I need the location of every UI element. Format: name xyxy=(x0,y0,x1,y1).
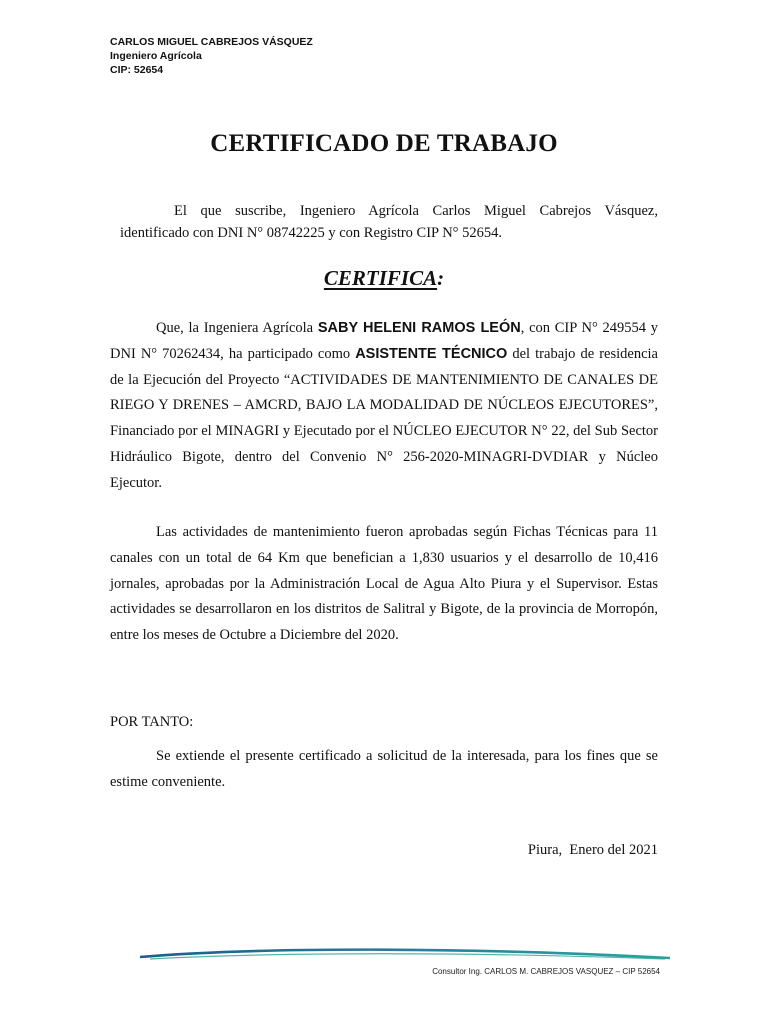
employee-role: ASISTENTE TÉCNICO xyxy=(355,345,508,362)
document-title: CERTIFICADO DE TRABAJO xyxy=(210,130,558,157)
certifica-word: CERTIFICA xyxy=(323,266,438,290)
paragraph-1-prefix: Que, la Ingeniera Agrícola xyxy=(156,320,318,336)
intro-paragraph xyxy=(110,200,658,244)
intro-line-1: El que suscribe, Ingeniero Agrícola Carlos Miguel Cabrejos Vásquez, xyxy=(174,203,658,219)
letterhead-name: CARLOS MIGUEL CABREJOS VÁSQUEZ xyxy=(110,36,313,48)
letterhead-profession: Ingeniero Agrícola xyxy=(110,50,202,62)
certifica-heading xyxy=(0,266,768,291)
paragraph-1 xyxy=(110,316,658,497)
paragraph-2: Las actividades de mantenimiento fueron aprobadas según Fichas Técnicas para 11 canales con un total de 64 Km que benefician a 1,830 usuarios y el desarrollo de 10,416 jornales, aprobadas por la Administración Local de Agua Alto Piura y el Supervisor. Estas actividades se desarrollaron en los distritos de Salitral y Bigote, de la provincia de Morropón, entre los meses de Octubre a Diciembre del 2020. xyxy=(110,524,658,644)
certifica-colon: : xyxy=(437,266,445,290)
paragraph-1-suffix: del trabajo de residencia de la Ejecución del Proyecto “ACTIVIDADES DE MANTENIMIENTO DE CANALES DE RIEGO Y DRENES – AMCRD, BAJO LA MODALIDAD DE NÚCLEOS EJECUTORES”, Financiado por el MINAGRI y Ejecutado por el NÚCLEO EJECUTOR N° 22, del Sub Sector Hidráulico Bigote, dentro del Convenio N° 256-2020-MINAGRI-DVDIAR y Núcleo Ejecutor. xyxy=(110,345,658,491)
por-tanto-label: POR TANTO: xyxy=(110,714,194,730)
employee-name: SABY HELENI RAMOS LEÓN xyxy=(317,320,521,336)
letterhead xyxy=(110,35,313,77)
footer-consultant: Consultor Ing. CARLOS M. CABREJOS VASQUEZ – CIP 52654 xyxy=(432,967,660,976)
paragraph-3: Se extiende el presente certificado a solicitud de la interesada, para los fines que se estime conveniente. xyxy=(110,748,658,790)
intro-line-2: identificado con DNI N° 08742225 y con Registro CIP N° 52654. xyxy=(120,225,502,241)
date-line: Piura, Enero del 2021 xyxy=(527,842,658,858)
footer-wave-line xyxy=(140,944,670,966)
letterhead-cip: CIP: 52654 xyxy=(110,64,164,76)
paragraph-1-mid: , con CIP N° 249554 y DNI N° 70262434, ha participado como xyxy=(110,320,658,362)
